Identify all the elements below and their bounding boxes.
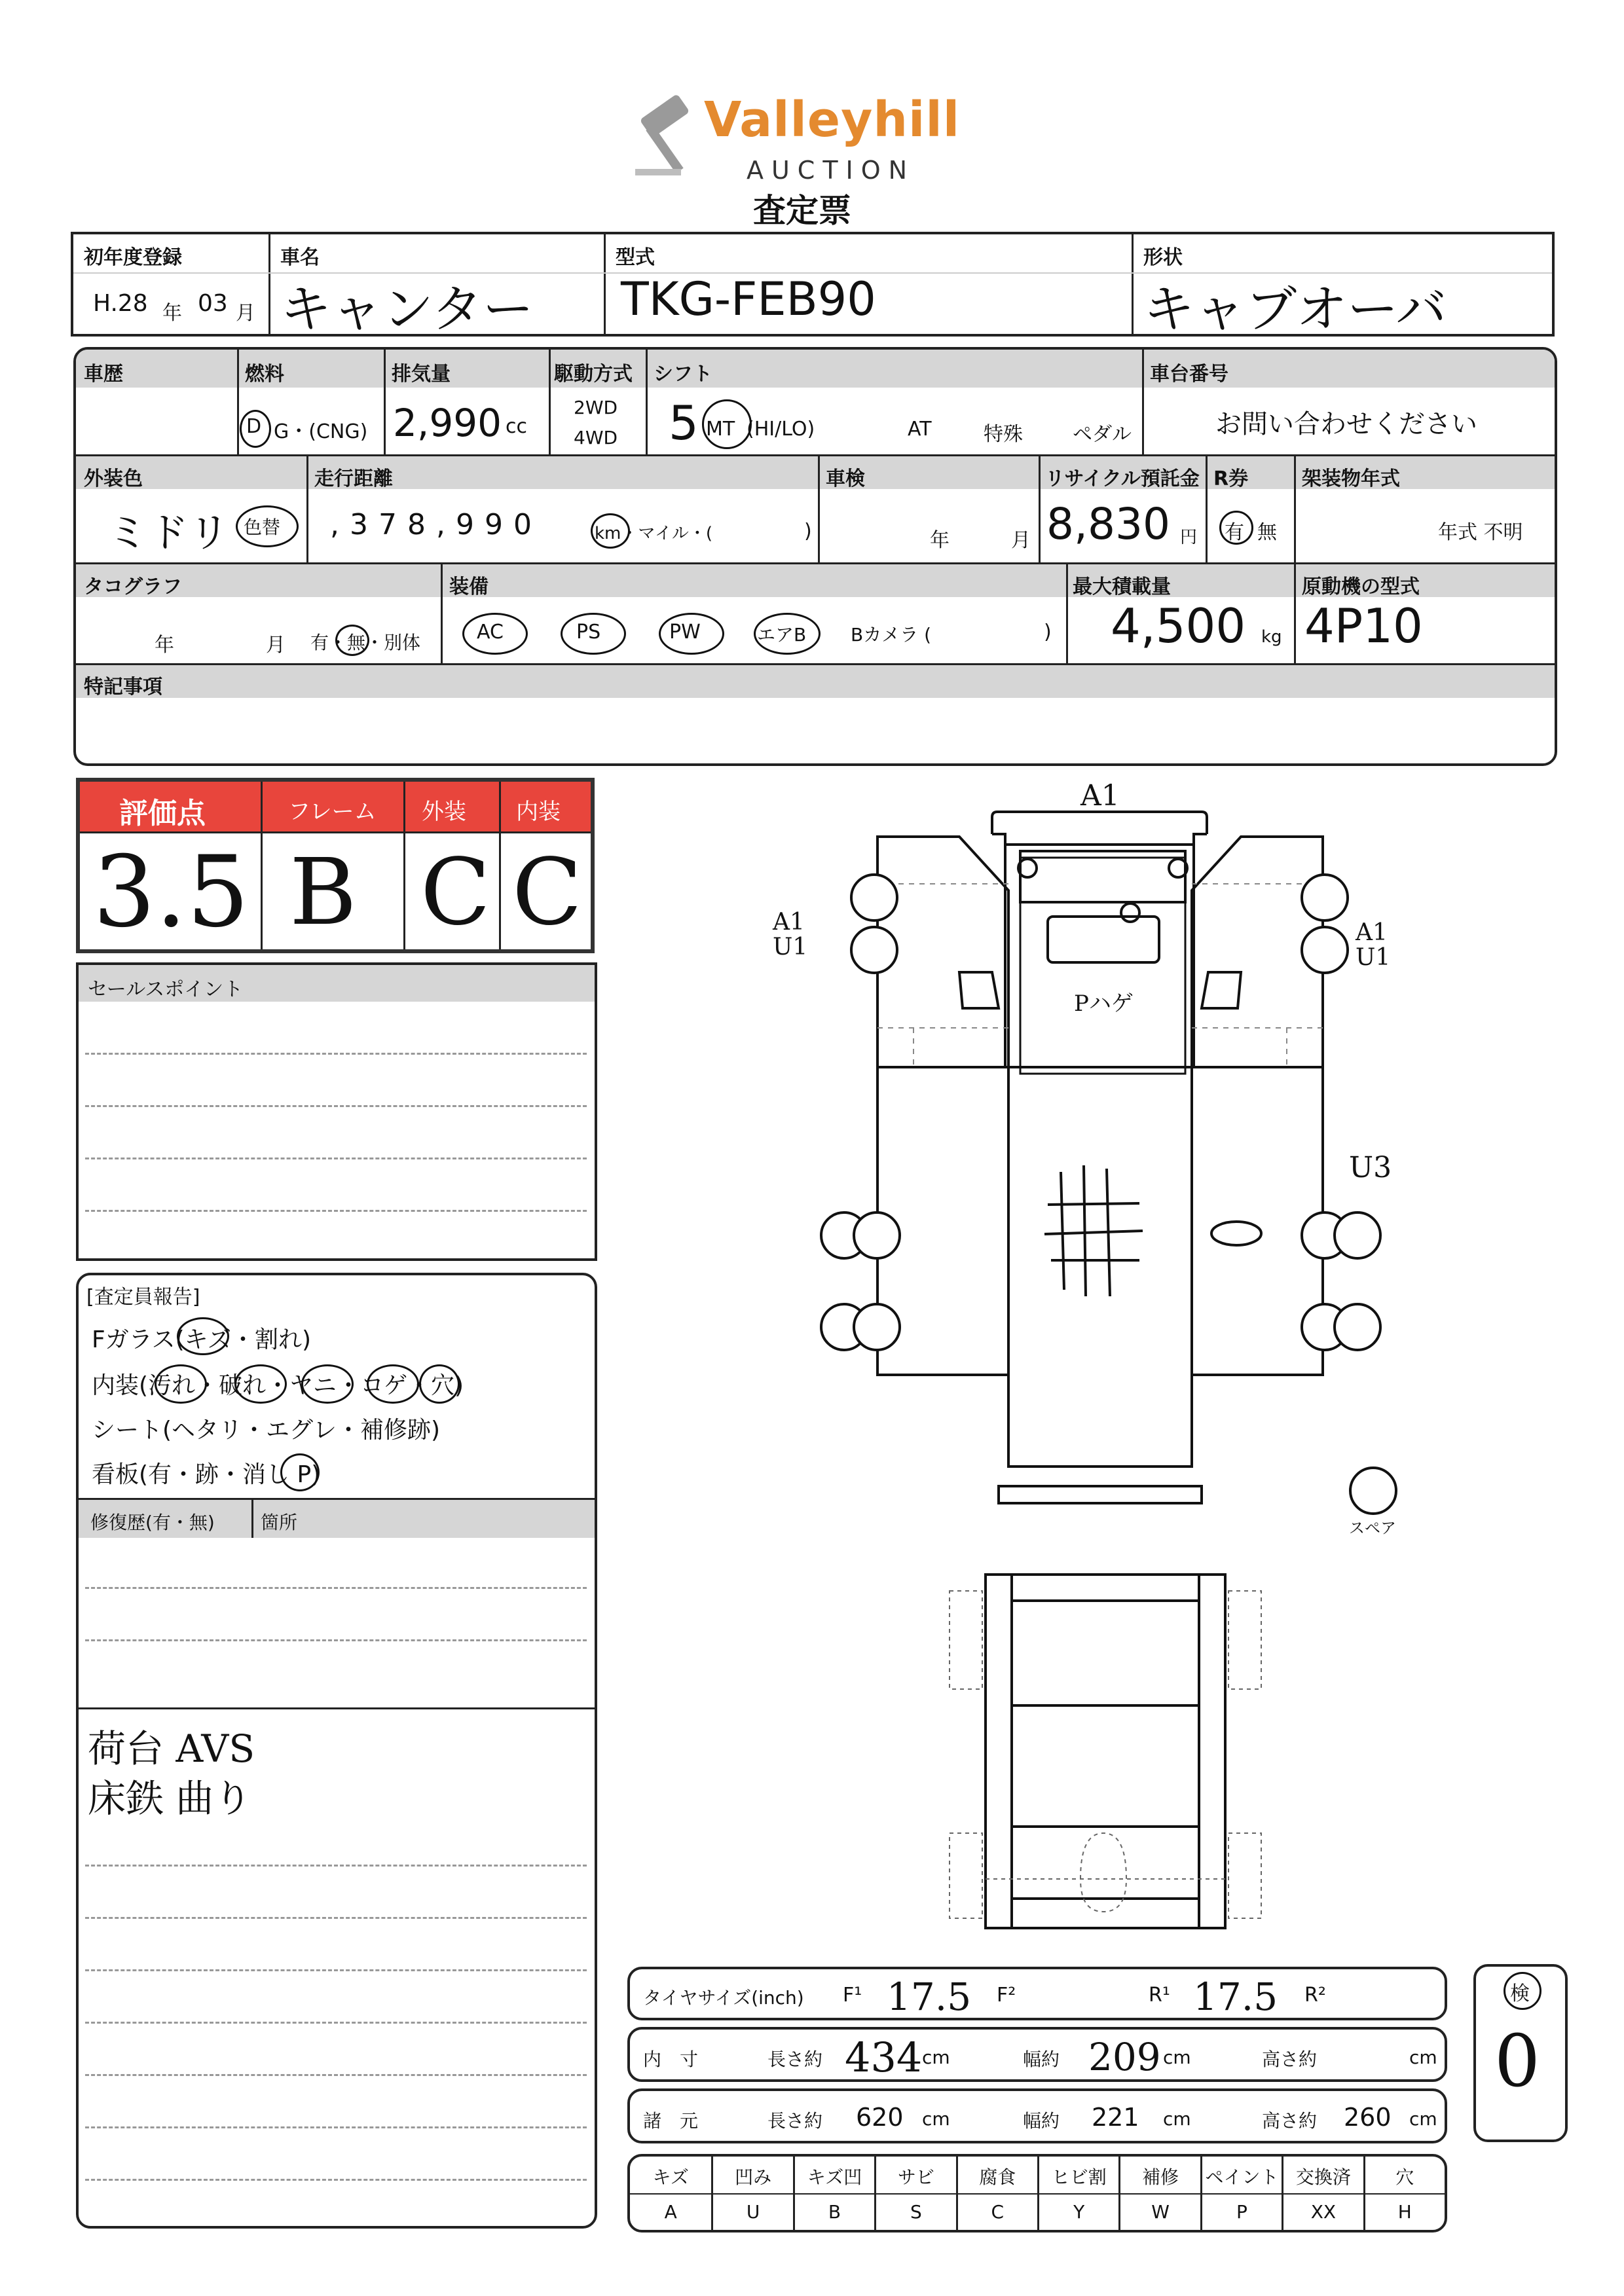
grade-box xyxy=(76,778,595,953)
legend-cell xyxy=(711,2157,792,2230)
mark-yabure xyxy=(234,1364,287,1404)
repair-history-label: 修復歴(有・無) xyxy=(90,1512,215,1533)
legend-code: B xyxy=(828,2201,841,2223)
equip-camera: Bカメラ ( xyxy=(851,624,932,646)
recycle-value: 8,830 xyxy=(1046,499,1170,549)
wheel-front-right-1 xyxy=(1301,873,1349,922)
legend-code: U xyxy=(746,2201,760,2223)
shift-pedal: ペダル xyxy=(1073,423,1132,446)
wheel-rear-left-2 xyxy=(853,1211,901,1260)
mark-yani xyxy=(301,1364,354,1404)
reg-month-unit: 月 xyxy=(236,302,255,325)
spec-length-unit: cm xyxy=(922,2108,950,2130)
tacho-year: 年 xyxy=(155,634,174,657)
spec-height-value: 260 xyxy=(1344,2103,1392,2132)
legend-cells xyxy=(630,2157,1445,2230)
inspector-line-2: 内装(汚れ・破れ・ヤニ・コゲ・穴) xyxy=(92,1372,464,1399)
wheel-rear-right-2 xyxy=(1333,1211,1382,1260)
mark-kizu xyxy=(177,1317,229,1355)
reg-year-unit: 年 xyxy=(162,302,182,325)
grade-header-frame: フレーム xyxy=(288,799,377,825)
doc-title: 査定票 xyxy=(753,192,851,230)
engine-label: 原動機の型式 xyxy=(1302,575,1420,598)
legend-cell xyxy=(793,2157,874,2230)
mileage-units: km・マイル・( xyxy=(595,524,713,543)
wheel-front-left-2 xyxy=(850,926,898,974)
legend-name: 交換済 xyxy=(1295,2166,1351,2188)
logo-sub: AUCTION xyxy=(747,156,915,185)
tire-r1-value: 17.5 xyxy=(1193,1975,1278,2019)
legend-name: 補修 xyxy=(1142,2166,1179,2188)
legend-name: ヒビ割 xyxy=(1051,2166,1107,2188)
spec-length-label: 長さ約 xyxy=(767,2110,823,2132)
reg-label: 初年度登録 xyxy=(84,246,182,269)
spec-height-label: 高さ約 xyxy=(1262,2110,1318,2132)
info-box xyxy=(73,347,1557,766)
spec-dims-row xyxy=(627,2088,1447,2143)
reg-month: 03 xyxy=(198,290,228,317)
mileage-label: 走行距離 xyxy=(314,467,393,490)
r-yes: 有 xyxy=(1225,521,1244,544)
legend-name: 凹み xyxy=(735,2166,772,2188)
mark-yogore xyxy=(155,1364,207,1404)
wheel-spare xyxy=(1349,1467,1397,1515)
legend-name: サビ xyxy=(897,2166,934,2188)
inner-dims-row xyxy=(627,2027,1447,2082)
color-label: 外装色 xyxy=(84,467,143,490)
legend-name: 穴 xyxy=(1395,2166,1414,2188)
legend-name: 腐食 xyxy=(979,2166,1016,2188)
r-ticket-label: R券 xyxy=(1213,467,1249,490)
inspection-label: 車検 xyxy=(826,467,865,490)
fuel-diesel: D xyxy=(246,415,262,438)
legend-cell xyxy=(1282,2157,1363,2230)
inspector-line-3: シート(ヘタリ・エグレ・補修跡) xyxy=(92,1417,441,1444)
tire-r2-label: R² xyxy=(1304,1984,1326,2007)
cargo-bed-view xyxy=(943,1571,1270,1944)
legend-code: XX xyxy=(1310,2201,1337,2223)
legend-cell xyxy=(956,2157,1037,2230)
inner-height-unit: cm xyxy=(1409,2047,1437,2068)
spec-width-unit: cm xyxy=(1163,2108,1191,2130)
tacho-month: 月 xyxy=(266,634,286,657)
model-value: TKG-FEB90 xyxy=(621,272,876,326)
inspector-box xyxy=(76,1273,597,2229)
spec-label: 諸 元 xyxy=(643,2110,699,2132)
equip-ac: AC xyxy=(477,621,504,644)
inner-width-unit: cm xyxy=(1163,2047,1191,2068)
shift-num: 5 xyxy=(669,395,699,450)
inspection-year: 年 xyxy=(930,529,950,552)
legend-cell xyxy=(1200,2157,1282,2230)
repair-place-label: 箇所 xyxy=(261,1512,298,1533)
shift-special: 特殊 xyxy=(984,423,1023,446)
color-value: ミドリ xyxy=(107,509,230,556)
history-label: 車歴 xyxy=(84,363,123,386)
check-label: 検 xyxy=(1510,1982,1530,2005)
legend-code: H xyxy=(1397,2201,1412,2223)
color-change: 色替 xyxy=(244,517,281,538)
equip-ps: PS xyxy=(576,621,601,644)
inspector-line-4: 看板(有・跡・消し P) xyxy=(92,1461,321,1488)
tire-label: タイヤサイズ(inch) xyxy=(643,1987,804,2009)
notes-label: 特記事項 xyxy=(84,676,162,699)
tire-r1-label: R¹ xyxy=(1149,1984,1170,2007)
shape-value: キャブオーバ xyxy=(1143,280,1447,339)
legend-code: Y xyxy=(1073,2201,1085,2223)
handnote-1: 荷台 AVS xyxy=(88,1726,255,1771)
handnote-2: 床鉄 曲り xyxy=(88,1776,252,1821)
grade-exterior: C xyxy=(420,839,491,946)
inner-length-unit: cm xyxy=(922,2047,950,2068)
tacho-label: タコグラフ xyxy=(84,575,182,598)
spec-width-label: 幅約 xyxy=(1023,2110,1060,2132)
grade-score: 3.5 xyxy=(93,835,249,949)
grade-header-exterior: 外装 xyxy=(422,799,466,825)
gavel-icon xyxy=(629,92,701,183)
tire-row xyxy=(627,1967,1447,2020)
car-label: 車名 xyxy=(280,246,320,269)
displacement-label: 排気量 xyxy=(392,363,451,386)
diagram-note-side: U3 xyxy=(1349,1151,1392,1184)
displacement-unit: cc xyxy=(506,415,527,438)
legend-name: キズ xyxy=(652,2166,689,2188)
tire-f1-value: 17.5 xyxy=(887,1975,972,2019)
wheel-rear-left-4 xyxy=(853,1303,901,1351)
inner-length-value: 434 xyxy=(845,2033,923,2081)
legend-code: C xyxy=(991,2201,1005,2223)
grade-frame: B xyxy=(289,839,357,946)
fuel-label: 燃料 xyxy=(245,363,284,386)
inspector-label: [査定員報告] xyxy=(86,1286,200,1309)
shift-mt: MT xyxy=(706,418,735,441)
mileage-value: ,378,990 xyxy=(330,508,542,541)
load-label: 最大積載量 xyxy=(1073,575,1171,598)
spec-length-value: 620 xyxy=(856,2103,904,2132)
logo-brand: Valleyhill xyxy=(704,92,961,148)
chassis-label: 車台番号 xyxy=(1150,363,1228,386)
tire-f2-label: F² xyxy=(997,1984,1016,2007)
inspector-line-1: Fガラス(キズ・割れ) xyxy=(92,1326,311,1353)
grade-interior: C xyxy=(512,839,583,946)
recycle-unit: 円 xyxy=(1180,528,1198,547)
r-no: 無 xyxy=(1257,521,1277,544)
legend-cell xyxy=(1118,2157,1200,2230)
mileage-close: ) xyxy=(804,520,812,543)
shape-label: 形状 xyxy=(1143,246,1183,269)
load-value: 4,500 xyxy=(1111,598,1246,653)
car-name: キャンター xyxy=(280,280,534,339)
inspection-month: 月 xyxy=(1011,529,1031,552)
check-box xyxy=(1473,1964,1568,2142)
legend-code: W xyxy=(1151,2201,1170,2223)
drive-2wd: 2WD xyxy=(574,397,618,418)
spare-label: スペア xyxy=(1349,1519,1396,1537)
legend-cell xyxy=(1363,2157,1445,2230)
shift-hilo: (HI/LO) xyxy=(747,418,815,441)
inner-length-label: 長さ約 xyxy=(767,2049,823,2070)
spec-height-unit: cm xyxy=(1409,2108,1437,2130)
legend-code: P xyxy=(1236,2201,1247,2223)
legend-code: A xyxy=(664,2201,677,2223)
shift-at: AT xyxy=(908,418,932,441)
engine-value: 4P10 xyxy=(1304,598,1423,653)
body-year-label: 架装物年式 xyxy=(1302,467,1400,490)
model-label: 型式 xyxy=(616,246,655,269)
diagram-note-right: A1 U1 xyxy=(1356,919,1391,971)
drive-4wd: 4WD xyxy=(574,427,618,448)
sales-box xyxy=(76,962,597,1261)
truck-diagram xyxy=(773,779,1441,1539)
displacement-value: 2,990 xyxy=(393,401,502,445)
equip-pw: PW xyxy=(669,621,701,644)
equip-label: 装備 xyxy=(449,575,489,598)
drive-label: 駆動方式 xyxy=(554,363,633,386)
inner-width-label: 幅約 xyxy=(1023,2049,1060,2070)
inner-height-label: 高さ約 xyxy=(1262,2049,1318,2070)
spec-width-value: 221 xyxy=(1092,2103,1139,2132)
grade-header-interior: 内装 xyxy=(516,799,561,825)
inner-width-value: 209 xyxy=(1088,2035,1161,2079)
diagram-note-cab: Pハゲ xyxy=(1074,991,1134,1017)
wheel-rear-right-4 xyxy=(1333,1303,1382,1351)
mark-keshi xyxy=(280,1453,320,1491)
tire-f1-label: F¹ xyxy=(843,1984,862,2007)
chassis-value: お問い合わせください xyxy=(1215,409,1477,439)
legend-cell xyxy=(1037,2157,1118,2230)
tacho-no-circle xyxy=(335,625,369,656)
legend-name: ペイント xyxy=(1205,2166,1279,2188)
reg-era: H.28 xyxy=(93,290,148,317)
recycle-label: リサイクル預託金 xyxy=(1045,467,1200,490)
equip-airbag: エアB xyxy=(757,624,807,646)
wheel-front-right-2 xyxy=(1301,926,1349,974)
logo xyxy=(629,92,969,190)
legend-cell xyxy=(874,2157,955,2230)
mark-koge xyxy=(367,1364,419,1404)
grade-header-score: 評価点 xyxy=(119,797,206,830)
legend-code: S xyxy=(910,2201,922,2223)
check-value: 0 xyxy=(1494,2019,1540,2103)
damage-legend xyxy=(627,2154,1447,2232)
mark-ana xyxy=(419,1364,460,1404)
fuel-other: G・(CNG) xyxy=(274,420,368,443)
load-unit: kg xyxy=(1261,627,1282,647)
diagram-note-top: A1 xyxy=(1080,779,1120,812)
legend-name: キズ凹 xyxy=(807,2166,862,2188)
sales-label: セールスポイント xyxy=(88,978,244,1001)
tacho-options: 有・無・別体 xyxy=(310,632,421,653)
cargo-bed-diagram xyxy=(943,1571,1270,1944)
inner-label: 内 寸 xyxy=(643,2049,699,2070)
header-box xyxy=(71,232,1555,337)
body-year-value: 年式 不明 xyxy=(1438,521,1523,544)
wheel-front-left-1 xyxy=(850,873,898,922)
equip-camera-close: ) xyxy=(1044,621,1052,644)
legend-cell xyxy=(630,2157,711,2230)
diagram-note-left: A1 U1 xyxy=(773,909,808,960)
shift-label: シフト xyxy=(654,363,712,386)
